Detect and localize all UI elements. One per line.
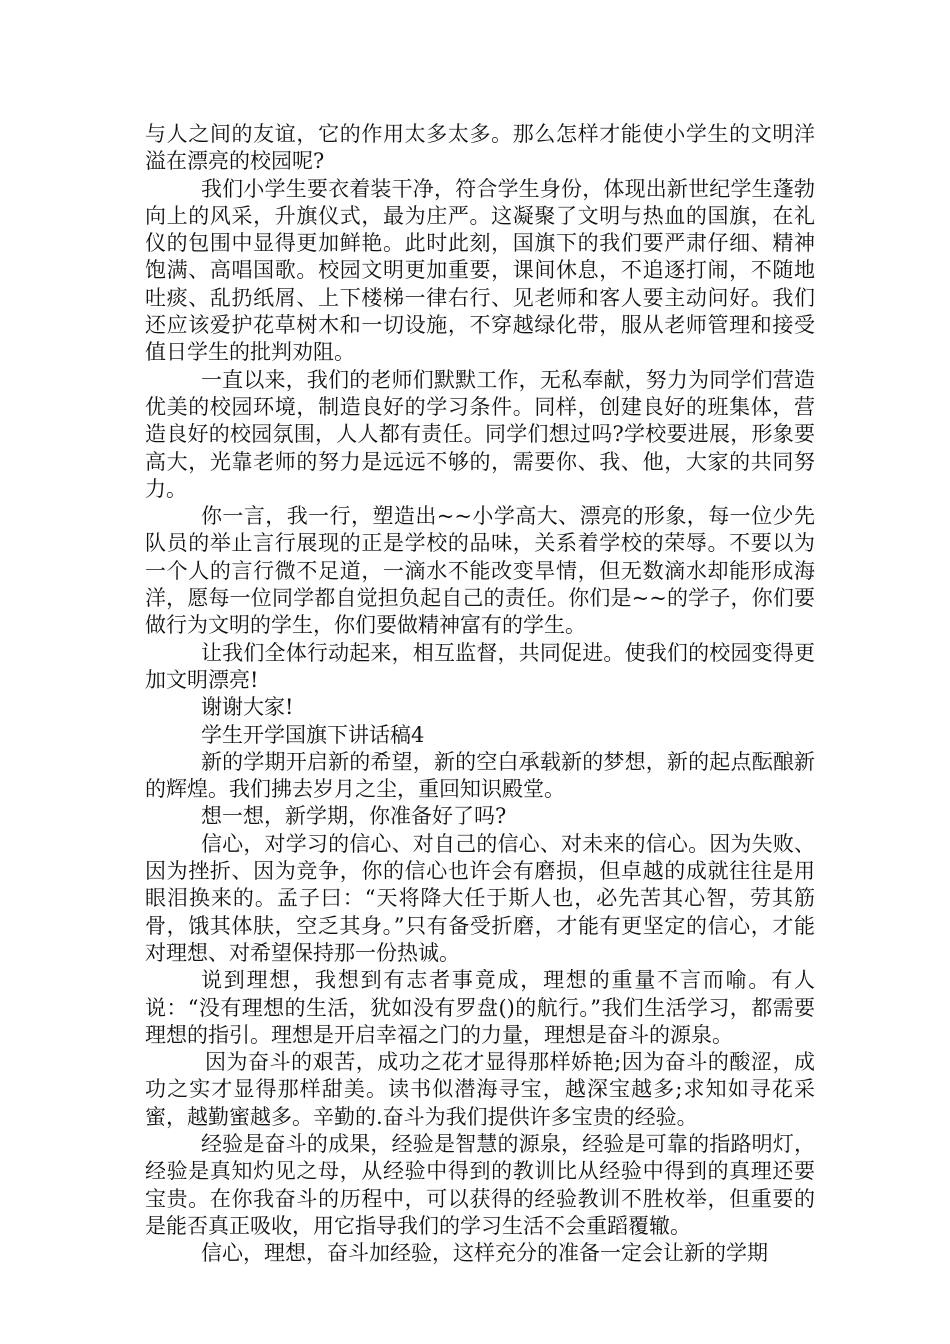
paragraph-12: 因为奋斗的艰苦，成功之花才显得那样娇艳;因为奋斗的酸涩，成功之实才显得那样甜美。读书似潜海寻宝，越深宝越多;求知如寻花采蜜，越勤蜜越多。辛勤的.奋斗为我们提供许多宝贵的经验。 <box>145 1050 815 1129</box>
paragraph-5: 让我们全体行动起来，相互监督，共同促进。使我们的校园变得更加文明漂亮! <box>145 640 815 692</box>
paragraph-3: 一直以来，我们的老师们默默工作，无私奉献，努力为同学们营造优美的校园环境，制造良好的学习条件。同样，创建良好的班集体，营造良好的校园氛围，人人都有责任。同学们想过吗?学校要进展，形象要高大，光靠老师的努力是远远不够的，需要你、我、他，大家的共同努力。 <box>145 367 815 501</box>
paragraph-6: 谢谢大家! <box>201 695 294 720</box>
paragraph-2: 我们小学生要衣着装干净，符合学生身份，体现出新世纪学生蓬勃向上的风采，升旗仪式，最为庄严。这凝聚了文明与热血的国旗，在礼仪的包围中显得更加鲜艳。此时此刻，国旗下的我们要严肃仔细、精神饱满、高唱国歌。校园文明更加重要，课间休息，不追逐打闹，不随地吐痰、乱扔纸屑、上下楼梯一律右行、见老师和客人要主动问好。我们还应该爱护花草树木和一切设施，不穿越绿化带，服从老师管理和接受值日学生的批判劝阻。 <box>145 176 815 365</box>
paragraph-9: 想一想，新学期，你准备好了吗? <box>201 804 507 829</box>
document-page <box>145 121 815 1267</box>
paragraph-1: 与人之间的友谊，它的作用太多太多。那么怎样才能使小学生的文明洋溢在漂亮的校园呢? <box>145 122 815 174</box>
paragraph-8: 新的学期开启新的希望，新的空白承载新的梦想，新的起点酝酿新的辉煌。我们拂去岁月之尘，重回知识殿堂。 <box>145 749 815 802</box>
paragraph-11: 说到理想，我想到有志者事竟成，理想的重量不言而喻。有人说：“没有理想的生活，犹如没有罗盘()的航行。”我们生活学习，都需要理想的指引。理想是开启幸福之门的力量，理想是奋斗的源泉。 <box>145 968 815 1047</box>
paragraph-4: 你一言，我一行，塑造出~~小学高大、漂亮的形象，每一位少先队员的举止言行展现的正是学校的品味，关系着学校的荣辱。不要以为一个人的言行微不足道，一滴水不能改变旱情，但无数滴水却能形成海洋，愿每一位同学都自觉担负起自己的责任。你们是~~的学子，你们要做行为文明的学生，你们要做精神富有的学生。 <box>145 504 815 638</box>
paragraph-13: 经验是奋斗的成果，经验是智慧的源泉，经验是可靠的指路明灯，经验是真知灼见之母，从经验中得到的教训比从经验中得到的真理还要宝贵。在你我奋斗的历程中，可以获得的经验教训不胜枚举，但重要的是能否真正吸收，用它指导我们的学习生活不会重蹈覆辙。 <box>145 1131 815 1238</box>
section-heading: 学生开学国旗下讲话稿4 <box>201 722 425 747</box>
paragraph-10: 信心，对学习的信心、对自己的信心、对未来的信心。因为失败、因为挫折、因为竞争，你的信心也许会有磨损，但卓越的成就往往是用眼泪换来的。孟子曰：“天将降大任于斯人也，必先苦其心智，劳其筋骨，饿其体肤，空乏其身。”只有备受折磨，才能有更坚定的信心，才能对理想、对希望保持那一份热诚。 <box>145 831 815 965</box>
paragraph-14: 信心，理想，奋斗加经验，这样充分的准备一定会让新的学期 <box>201 1241 768 1266</box>
